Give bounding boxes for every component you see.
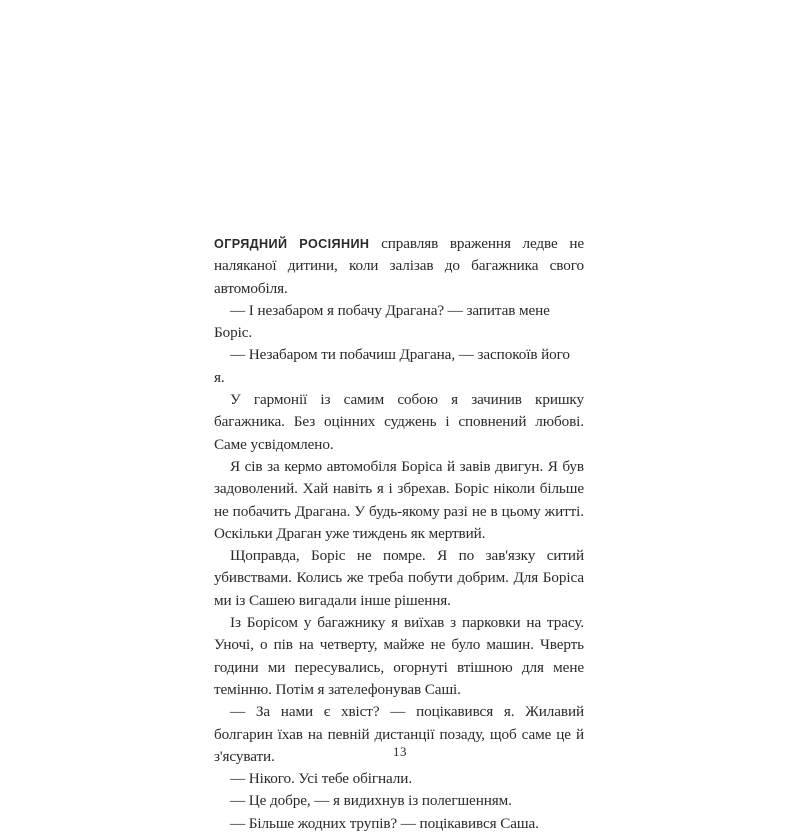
paragraph: — За нами є хвіст? — поцікавився я. Жилавий болгарин їхав на певній дистанції позаду, щоб саме це й з'ясувати. xyxy=(214,703,584,765)
paragraph: Я сів за кермо автомобіля Боріса й завів двигун. Я був задоволений. Хай навіть я і збрехав. Боріс ніколи більше не побачить Драгана. У будь-якому разі не в цьому житті. Оскільки Драган уже тиждень як мертвий. xyxy=(214,457,584,542)
paragraph: Щоправда, Боріс не помре. Я по зав'язку ситий убивствами. Колись же треба побути добрим. Для Боріса ми із Сашею вигадали інше рішення. xyxy=(214,547,584,609)
chapter-lead-in: ОГРЯДНИЙ РОСІЯНИН xyxy=(214,237,370,251)
paragraph: — І незабаром я побачу Драгана? — запитав мене Боріс. xyxy=(214,301,550,342)
paragraph: У гармонії із самим собою я зачинив кришку багажника. Без оцінних суджень і сповнений любові. Саме усвідомлено. xyxy=(214,391,584,453)
paragraph: — Більше жодних трупів? — поцікавився Саша. xyxy=(230,814,539,832)
paragraph: Із Борісом у багажнику я виїхав з парковки на трасу. Уночі, о пів на четверту, майже не було машин. Чверть години ми пересувались, огорнуті втішною для мене темінню. Потім я зателефонував Саші. xyxy=(214,614,584,698)
page-number: 13 xyxy=(393,744,407,759)
paragraph: — Незабаром ти побачиш Драгана, — заспокоїв його я. xyxy=(214,346,570,386)
paragraph: — Це добре, — я видихнув із полегшенням. xyxy=(230,792,512,810)
paragraph: — Нікого. Усі тебе обігнали. xyxy=(230,770,413,788)
paragraph xyxy=(214,233,584,300)
paragraph-text: справляв враження ледве не наляканої дитини, коли залізав до багажника свого автомобіля. xyxy=(214,235,584,297)
